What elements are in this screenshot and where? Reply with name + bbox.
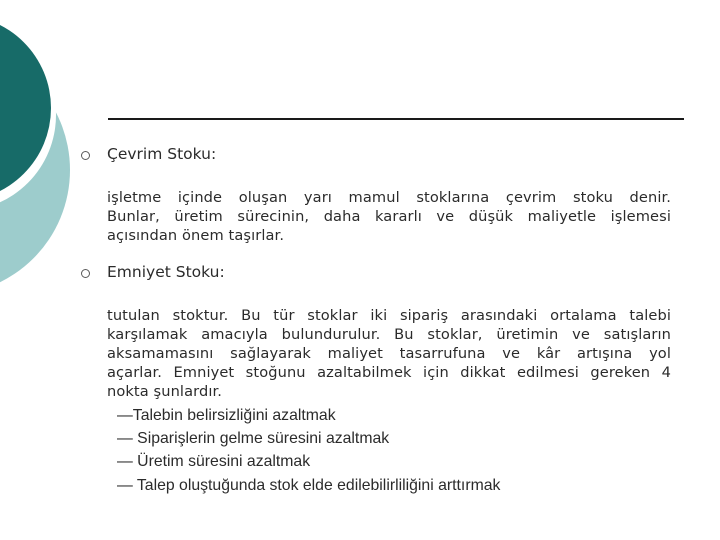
list-item: —Talebin belirsizliğini azaltmak [117, 407, 336, 424]
section-title-emniyet-stoku: Emniyet Stoku: [107, 263, 225, 281]
points-list [117, 404, 500, 497]
bullet-icon [81, 269, 90, 278]
body-line: açısından önem taşırlar. [107, 227, 285, 244]
bullet-icon [81, 151, 90, 160]
body-line: açarlar. Emniyet stoğunu azaltabilmek için dikkat edilmesi gereken 4 [107, 364, 671, 381]
body-line: işletme içinde oluşan yarı mamul stoklarına çevrim stoku denir. [107, 189, 671, 206]
body-line: Bunlar, üretim sürecinin, daha kararlı ve düşük maliyetle işlemesi [107, 208, 671, 225]
title-divider [108, 118, 684, 120]
body-line: nokta şunlardır. [107, 383, 222, 400]
section-body-emniyet-stoku [107, 306, 671, 401]
body-line: aksamamasını sağlayarak maliyet tasarrufuna ve kâr artışına yol [107, 345, 671, 362]
section-title-cevrim-stoku: Çevrim Stoku: [107, 145, 217, 163]
decorative-circles [0, 0, 120, 300]
body-line: karşılamak amacıyla bulundurulur. Bu stoklar, üretimin ve satışların [107, 326, 671, 343]
list-item: — Talep oluştuğunda stok elde edilebilirliliğini arttırmak [117, 476, 501, 494]
list-item: — Siparişlerin gelme süresini azaltmak [117, 430, 390, 448]
body-line: tutulan stoktur. Bu tür stoklar iki sipariş arasındaki ortalama talebi [107, 307, 671, 324]
list-item: — Üretim süresini azaltmak [117, 453, 311, 471]
section-body-cevrim-stoku [107, 188, 671, 245]
